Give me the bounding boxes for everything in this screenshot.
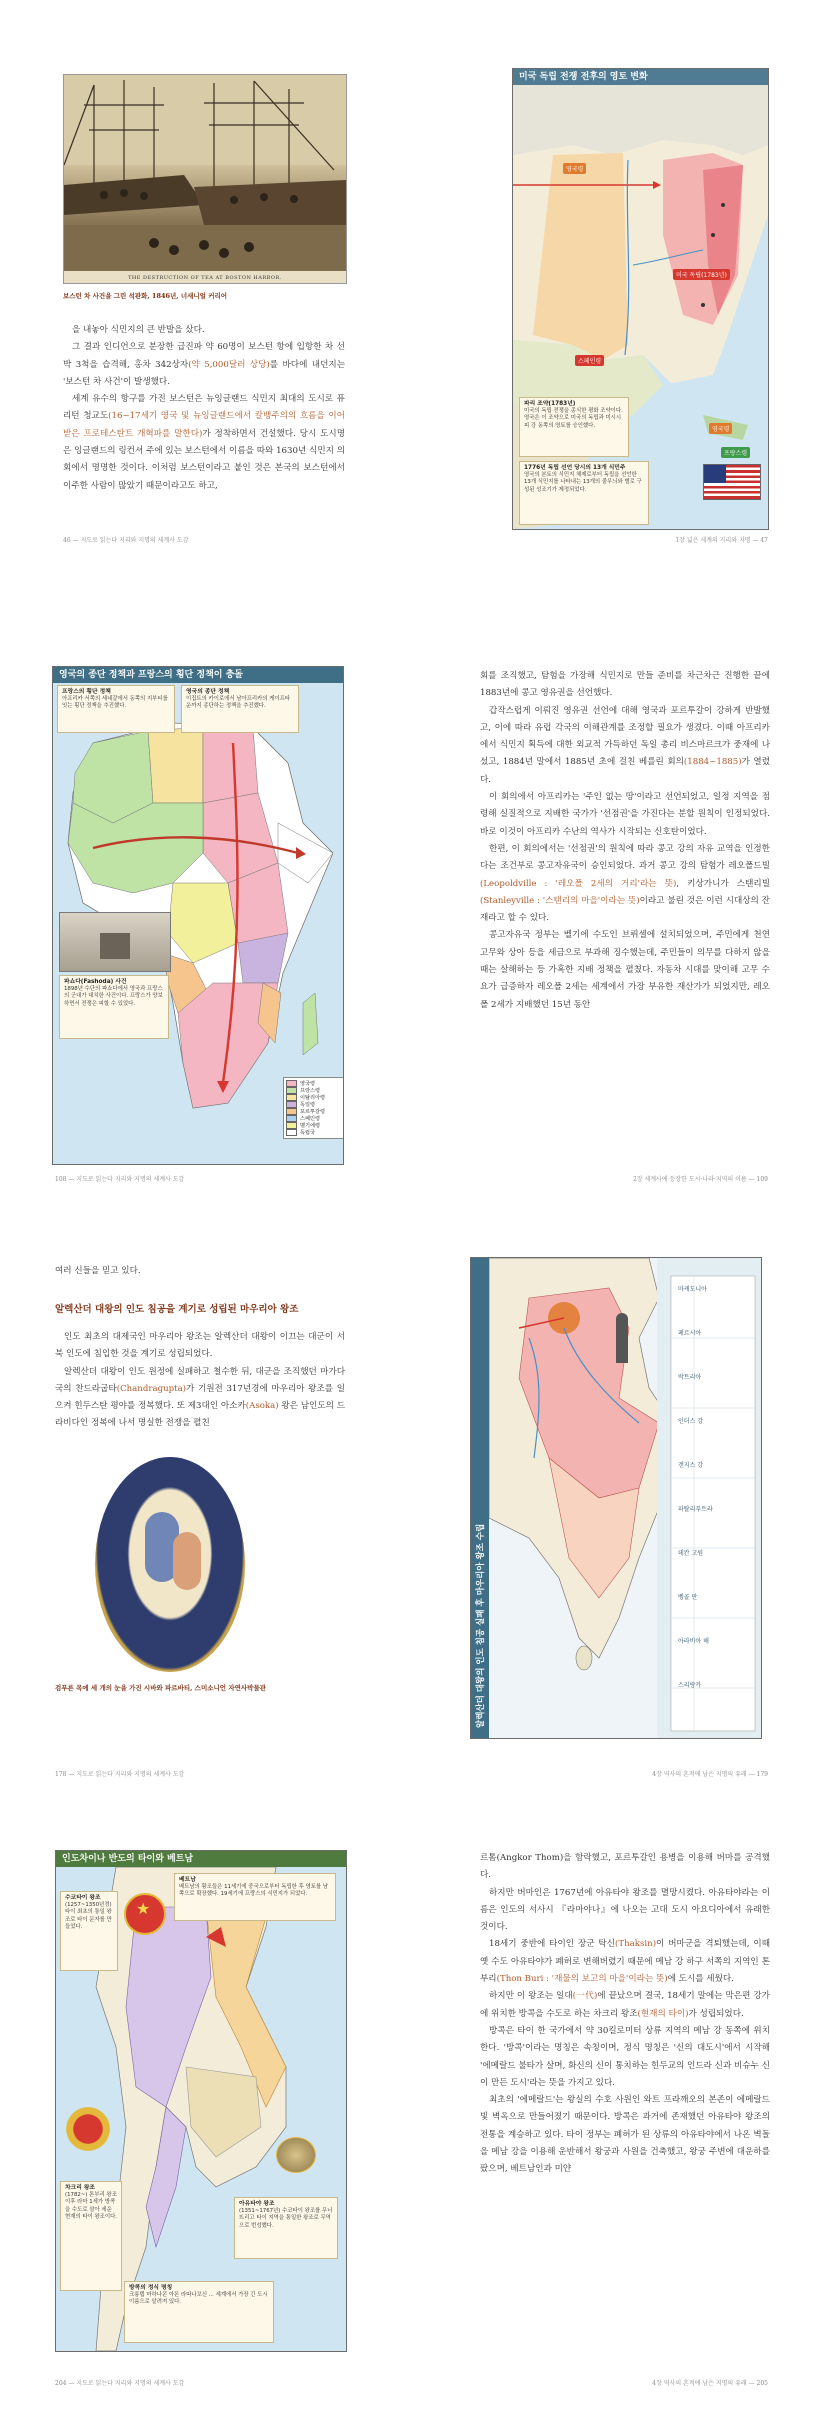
legend-label: 프랑스령 bbox=[300, 1088, 321, 1094]
annotation-text: (1884~1885) bbox=[683, 757, 742, 768]
legend-item bbox=[286, 1094, 342, 1101]
garuda-emblem-icon bbox=[66, 2101, 110, 2171]
paragraph bbox=[480, 789, 770, 841]
paragraph-text: 한편, 이 회의에서는 '선점권'의 원칙에 따라 콩고 강의 자유 교역을 인정한다는 조건부로 콩고자유국이 승인되었다. 과거 콩고 강의 탐험가 레오폴드빌 bbox=[480, 843, 770, 872]
label-france: 프랑스령 bbox=[721, 447, 750, 458]
body-text bbox=[55, 1329, 345, 1433]
paragraph bbox=[480, 1885, 770, 1937]
paragraph bbox=[63, 391, 345, 495]
boston-tea-party-engraving bbox=[63, 74, 347, 284]
figure-parvati bbox=[173, 1532, 201, 1590]
map-place-label: 스리랑카 bbox=[678, 1682, 702, 1689]
page-204 bbox=[0, 1830, 411, 2416]
paragraph-text: 가 정착하면서 건설했다. 당시 도시명은 잉글랜드의 링컨셔 주에 있는 보스턴에서 이름을 따와 1630년 식민지 의회에서 명명한 것이다. 이처럼 보스턴이라고 붙인 것은 본국의 보스턴에서 이주한 사람이 많았기 때문이라고도 하고, bbox=[63, 428, 345, 491]
note-text: 미국의 독립 전쟁을 종식한 평화 조약이다. 영국은 이 조약으로 미국의 독립과 미시시피 강 동쪽의 영토를 승인했다. bbox=[524, 408, 623, 429]
paragraph-text: 가 기원전 317년경에 마우리아 왕조를 일으켜 힌두스탄 평야를 정복했다. 또 제3대인 아소카 bbox=[55, 1383, 345, 1412]
note-13-colonies bbox=[519, 461, 649, 525]
note-text: (1257~1350년경) 타이 최초의 통일 왕조로 타이 문자를 만들었다. bbox=[65, 1902, 112, 1930]
legend-item bbox=[286, 1108, 342, 1115]
star-icon: ★ bbox=[136, 1899, 151, 1918]
note-bangkok-name bbox=[124, 2281, 274, 2343]
body-text bbox=[480, 1850, 770, 2179]
note-title: 수코타이 왕조 bbox=[65, 1895, 101, 1901]
spread-2 bbox=[0, 640, 823, 1200]
map-legend bbox=[283, 1077, 344, 1139]
note-title: 프랑스의 횡단 정책 bbox=[62, 689, 111, 695]
paragraph bbox=[55, 1329, 345, 1364]
paragraph-text: 에 도시를 세웠다. bbox=[667, 1974, 734, 1985]
page-179 bbox=[412, 1235, 823, 1795]
note-title: 차크리 왕조 bbox=[65, 2185, 96, 2191]
legend-label: 포르투갈령 bbox=[300, 1109, 326, 1115]
paragraph-text: 이라고 불린 것은 이런 시대상의 잔재라고 할 수 있다. bbox=[480, 895, 770, 924]
indochina-map bbox=[55, 1850, 347, 2352]
paragraph-text: 콩고자유국 정부는 벨기에 수도인 브뤼셀에 설치되었으며, 주민에게 천연 고무와 상아 등을 세금으로 부과해 징수했는데, 주민들이 의무를 다하지 않을 때는 살해하는 등 가혹한 지배 정책을 펼쳤다. 자동차 시대를 맞이해 고무 수요가 급증하자 레오폴 2세는 세계에서 가장 부유한 재산가가 되었지만, 레오폴 2세가 지배했던 15년 동안 bbox=[480, 930, 770, 1010]
annotation-text: (16~17세기 영국 및 뉴잉글랜드에서 칼뱅주의의 흐름을 이어받은 프로테스탄트 개혁파를 말한다) bbox=[63, 411, 345, 439]
note-title: 방콕의 정식 명칭 bbox=[129, 2285, 173, 2291]
paragraph-text: 이 버마군을 격퇴했는데, 이때 옛 수도 아유타야가 폐허로 변해버렸기 때문에 메남 강 하구 서쪽의 지역인 톤부리 bbox=[480, 1939, 771, 1985]
annotation-text: (Asoka) bbox=[245, 1401, 279, 1412]
paragraph bbox=[480, 1936, 770, 1988]
paragraph-text: , 키상가니가 스탠리빌 bbox=[676, 878, 770, 889]
lead-text: 여러 신들을 믿고 있다. bbox=[55, 1266, 141, 1276]
image-caption: 검푸른 목에 세 개의 눈을 가진 시바와 파르바티, 스미소니언 자연사박물관 bbox=[55, 1684, 266, 1692]
paragraph bbox=[480, 1988, 770, 2023]
engraving-title: THE DESTRUCTION OF TEA AT BOSTON HARBOR. bbox=[128, 275, 282, 281]
paragraph bbox=[480, 841, 770, 927]
legend-swatch bbox=[286, 1080, 297, 1087]
page-178 bbox=[0, 1235, 411, 1795]
label-spain: 스페인령 bbox=[575, 355, 604, 366]
label-independence: 미국 독립(1783년) bbox=[673, 269, 730, 280]
paragraph bbox=[55, 1364, 345, 1433]
note-text: 1898년 수단의 파쇼다에서 영국과 프랑스의 군대가 대치한 사건이다. 프랑스가 양보하면서 전쟁은 피할 수 있었다. bbox=[64, 986, 163, 1007]
note-chakri bbox=[60, 2181, 122, 2291]
page-108 bbox=[0, 640, 411, 1200]
legend-label: 영국령 bbox=[300, 1081, 316, 1087]
paragraph-text: 에 끝났으며 결국, 18세기 말에는 막은편 강가에 위치한 방콕을 수도로 하는 차크리 왕조 bbox=[480, 1991, 770, 2019]
note-title: 영국의 종단 정책 bbox=[186, 689, 230, 695]
africa-map bbox=[52, 666, 344, 1165]
ashoka-pillar-icon bbox=[616, 1313, 628, 1363]
annotation-text: (Thaksin) bbox=[615, 1939, 657, 1950]
annotation-text: (Thon Buri : '재물의 보고의 마을'이라는 뜻) bbox=[496, 1974, 668, 1985]
paragraph bbox=[480, 2023, 770, 2092]
paragraph bbox=[480, 2092, 770, 2178]
map-place-label: 아라비아 해 bbox=[678, 1638, 709, 1645]
annotation-text: (현재의 타이) bbox=[637, 2008, 689, 2019]
legend-swatch bbox=[286, 1094, 297, 1101]
page-109 bbox=[412, 640, 823, 1200]
paragraph bbox=[480, 927, 770, 1013]
label-britain: 영국령 bbox=[563, 163, 586, 174]
page-205 bbox=[412, 1830, 823, 2416]
page-footer: 2장 세계사에 등장한 도시·나라·지역의 이름 — 109 bbox=[632, 1176, 768, 1183]
map-place-label: 데칸 고원 bbox=[678, 1550, 704, 1557]
legend-swatch bbox=[286, 1129, 297, 1136]
paragraph-text: 이 회의에서 아프리카는 '주인 없는 땅'이라고 선언되었고, 일정 지역을 점령해 실질적으로 지배한 국가가 '선점권'을 가진다는 분할 원칙이 인정되었다. 바로 이것이 아프리카 수난의 역사가 시작되는 신호탄이었다. bbox=[480, 792, 770, 837]
page-footer: 204 — 지도로 읽는다 지리와 지명의 세계사 도감 bbox=[55, 2380, 185, 2387]
paragraph-text: 가 열렸다. bbox=[480, 757, 770, 785]
page-footer: 178 — 지도로 읽는다 지리와 지명의 세계사 도감 bbox=[55, 1771, 185, 1778]
page-footer: 108 — 지도로 읽는다 지리와 지명의 세계사 도감 bbox=[55, 1176, 185, 1183]
legend-item bbox=[286, 1101, 342, 1108]
paragraph-text: 갑작스럽게 이뤄진 영유권 선언에 대해 영국과 포르투갈이 강하게 반발했고, 이에 따라 유럽 각국의 이해관계를 조정할 필요가 생겼다. 이때 아프리카에서 식민지 획득에 대한 외교적 가득하던 독일 총리 비스마르크가 중재에 나섰고, 1884년 말에서 1885년 초에 걸친 베를린 회의 bbox=[480, 705, 770, 768]
page-47 bbox=[412, 0, 823, 560]
paragraph-text: 인도 최초의 대제국인 마우리아 왕조는 알렉산더 대왕이 이끄는 대군이 서북 인도에 침입한 것을 계기로 성립되었다. bbox=[55, 1332, 345, 1360]
note-title: 파리 조약(1783년) bbox=[524, 401, 576, 407]
page-footer: 1장 넓은 세계의 지리와 지명 — 47 bbox=[675, 537, 768, 544]
page-footer: 4장 역사의 흔적에 남은 지명의 유래 — 205 bbox=[652, 2380, 768, 2387]
us-13-star-flag bbox=[703, 464, 761, 500]
legend-label: 벨기에령 bbox=[300, 1123, 321, 1129]
legend-item bbox=[286, 1122, 342, 1129]
legend-label: 독일령 bbox=[300, 1102, 316, 1108]
map-place-label: 파탈리푸트라 bbox=[678, 1506, 713, 1513]
ships-illustration bbox=[64, 75, 346, 283]
annotation-text: (Leopoldville : '레오폴 2세의 거리'라는 뜻) bbox=[480, 878, 677, 889]
paragraph-text: 회를 조직했고, 탐험을 가장해 식민지로 만들 준비를 차근차근 진행한 끝에 1883년에 콩고 영유권을 선언했다. bbox=[480, 671, 770, 699]
paragraph bbox=[63, 339, 345, 391]
map-place-label: 갠지스 강 bbox=[678, 1462, 704, 1469]
paragraph-text: 최초의 '에메랄드'는 왕실의 수호 사원인 와트 프라깨오의 본존이 에메랄드빛 벽옥으로 만들어졌기 때문이다. 방콕은 과거에 존재했던 아유타야 왕조의 전통을 계승하고 있다. 타이 정부는 폐허가 된 상류의 아유타야에서 나온 벽돌을 메남 강을 이용해 운반해서 왕궁과 사원을 건축했고, 왕궁 주변에 대운하를 팠으며, 베트남인과 미얀 bbox=[480, 2095, 770, 2175]
paragraph bbox=[63, 322, 345, 339]
map-title: 인도차이나 반도의 타이와 베트남 bbox=[56, 1851, 346, 1867]
fort-building bbox=[100, 933, 130, 959]
vertical-title-bar bbox=[471, 1258, 489, 1738]
note-title: 베트남 bbox=[179, 1877, 196, 1883]
legend-swatch bbox=[286, 1087, 297, 1094]
paragraph-text: 세계 유수의 항구를 가진 보스턴은 뉴잉글랜드 식민지 최대의 도시로 퓨리턴 청교도 bbox=[63, 394, 345, 422]
legend-item bbox=[286, 1087, 342, 1094]
paragraph-text: 르톰(Angkor Thom)을 함락했고, 포르투갈인 용병을 이용해 버마를 공격했다. bbox=[480, 1853, 770, 1881]
spread-4 bbox=[0, 1830, 823, 2416]
note-text: 이집트의 카이로에서 남아프리카의 케이프타운까지 종단하는 정책을 추진했다. bbox=[186, 696, 291, 710]
legend-item bbox=[286, 1115, 342, 1122]
note-text: (1782~) 톤부리 왕조 이후 라마 1세가 방콕을 수도로 삼아 세운 현재의 타이 왕조이다. bbox=[65, 2192, 118, 2220]
map-place-label: 페르시아 bbox=[678, 1330, 702, 1337]
legend-item bbox=[286, 1080, 342, 1087]
page-footer: 46 — 지도로 읽는다 지리와 지명의 세계사 도감 bbox=[63, 537, 189, 544]
note-sukhothai bbox=[60, 1891, 118, 1971]
annotation-text: (Stanleyville : '스탠리의 마을'이라는 뜻) bbox=[480, 895, 640, 906]
map-title: 미국 독립 전쟁 전후의 영토 변화 bbox=[513, 69, 768, 85]
paragraph bbox=[480, 668, 770, 703]
note-title: 아유타야 왕조 bbox=[239, 2201, 275, 2207]
vietnam-emblem-icon bbox=[124, 1893, 166, 1935]
note-text: 아프리카 서쪽의 세네갈에서 동쪽의 지부티를 잇는 횡단 정책을 추진했다. bbox=[62, 696, 168, 710]
legend-label: 독립국 bbox=[300, 1130, 316, 1136]
annotation-text: (一代) bbox=[572, 1991, 598, 2002]
legend-swatch bbox=[286, 1122, 297, 1129]
annotation-text: (약 5,000달러 상당) bbox=[188, 359, 270, 370]
fashoda-photo bbox=[59, 912, 171, 972]
note-ayutthaya bbox=[234, 2197, 338, 2259]
spread-3 bbox=[0, 1235, 823, 1795]
section-heading: 알렉산더 대왕의 인도 침공을 계기로 성립된 마우리아 왕조 bbox=[55, 1304, 299, 1315]
legend-swatch bbox=[286, 1108, 297, 1115]
paragraph bbox=[480, 703, 770, 789]
legend-swatch bbox=[286, 1115, 297, 1122]
note-text: (1351~1767년) 수코타이 왕조를 무너뜨리고 타이 지역을 통일한 왕조로 무역으로 번성했다. bbox=[239, 2208, 333, 2229]
map-place-label: 인더스 강 bbox=[678, 1418, 704, 1425]
shiva-parvati-painting bbox=[95, 1457, 245, 1672]
legend-swatch bbox=[286, 1101, 297, 1108]
paragraph-text: 왕은 남인도의 드라비다인 정복에 나서 명실한 전쟁을 펼친 bbox=[55, 1401, 345, 1429]
note-paris-treaty bbox=[519, 397, 629, 457]
note-britain-policy bbox=[181, 685, 299, 733]
paragraph bbox=[480, 1850, 770, 1885]
map-place-label: 박트리아 bbox=[678, 1374, 702, 1381]
map-place-label: 마케도니아 bbox=[678, 1286, 707, 1293]
note-text: 크룽텝 마하나콘 아몬 라따나꼬신 ... 세계에서 가장 긴 도시 이름으로 알려져 있다. bbox=[129, 2292, 268, 2306]
annotation-text: (Chandragupta) bbox=[116, 1383, 187, 1394]
paragraph-text: 하지만 버마인은 1767년에 아유타야 왕조를 멸망시켰다. 아유타야라는 이름은 인도의 서사시 『라마야나』에 나오는 고대 도시 아요디아에서 유래한 것이다. bbox=[480, 1887, 770, 1933]
page-46 bbox=[0, 0, 411, 560]
paragraph-text: 18세기 중반에 타이인 장군 탁신 bbox=[489, 1939, 616, 1950]
note-text: 베트남의 황조들은 11세기에 중국으로부터 독립한 후 영토를 남쪽으로 확장했다. 19세기에 프랑스의 식민지가 되었다. bbox=[179, 1884, 329, 1898]
image-caption: 보스턴 차 사건을 그린 석판화, 1846년, 너새니얼 커리어 bbox=[63, 292, 228, 300]
paragraph-text: 그 결과 인디언으로 분장한 급진파 약 60명이 보스턴 항에 입항한 차 선박 3척을 습격해, 홍차 342상자 bbox=[63, 342, 345, 370]
body-text bbox=[63, 322, 345, 495]
note-title: 1776년 독립 선언 당시의 13개 식민주 bbox=[524, 465, 626, 471]
flag-canton bbox=[704, 465, 726, 483]
vertical-title: 알렉산더 대왕의 인도 침공 실패 후 마우리아 왕조 수립 bbox=[476, 1523, 486, 1728]
note-text: 영국의 본토의 식민지 체제로부터 독립을 선언한 13개 식민지를 나타내는 13개의 줄무늬와 별로 구성된 성조기가 제정되었다. bbox=[524, 472, 642, 493]
legend-label: 이탈리아령 bbox=[300, 1095, 326, 1101]
paragraph-text: 하지만 이 왕조는 일대 bbox=[489, 1991, 573, 2002]
note-fashoda bbox=[59, 975, 169, 1039]
paragraph-text: 을 내놓아 식민지의 큰 반발을 샀다. bbox=[72, 325, 205, 335]
map-place-label: 벵골 만 bbox=[678, 1594, 698, 1601]
map-place-list bbox=[678, 1284, 758, 1724]
paragraph-text: 를 바다에 내던지는 '보스턴 차 사건'이 발생했다. bbox=[63, 359, 345, 387]
angkor-photo bbox=[276, 2137, 316, 2173]
label-british2: 영국령 bbox=[709, 423, 732, 434]
note-title: 파쇼다(Fashoda) 사건 bbox=[64, 979, 127, 985]
map-title: 영국의 종단 정책과 프랑스의 횡단 정책이 충돌 bbox=[53, 667, 343, 683]
paragraph-text: 가 성립되었다. bbox=[688, 2008, 744, 2019]
body-text bbox=[480, 668, 770, 1014]
note-france-policy bbox=[57, 685, 175, 733]
us-territory-map bbox=[512, 68, 769, 530]
paragraph-text: 알렉산더 대왕이 인도 원정에 실패하고 철수한 뒤, 대군을 조직했던 마가다국의 찬드라굽타 bbox=[55, 1366, 345, 1394]
legend-item bbox=[286, 1129, 342, 1136]
legend-label: 스페인령 bbox=[300, 1116, 321, 1122]
note-vietnam bbox=[174, 1873, 336, 1921]
page-footer: 4장 역사의 흔적에 남은 지명의 유래 — 179 bbox=[652, 1771, 768, 1778]
maurya-map bbox=[470, 1257, 762, 1739]
spread-1 bbox=[0, 0, 823, 560]
paragraph-text: 방콕은 타이 한 국가에서 약 30킬로미터 상류 지역의 메남 강 동쪽에 위치한다. '방콕'이라는 명칭은 속칭이며, 정식 명칭은 '신의 대도시'에서 시작해 '에메랄드 불타가 살며, 화신의 신이 통치하는 힌두교의 인드라 신과 비슈누 신이 만든 도시'라는 뜻을 가지고 있다. bbox=[480, 2025, 770, 2088]
